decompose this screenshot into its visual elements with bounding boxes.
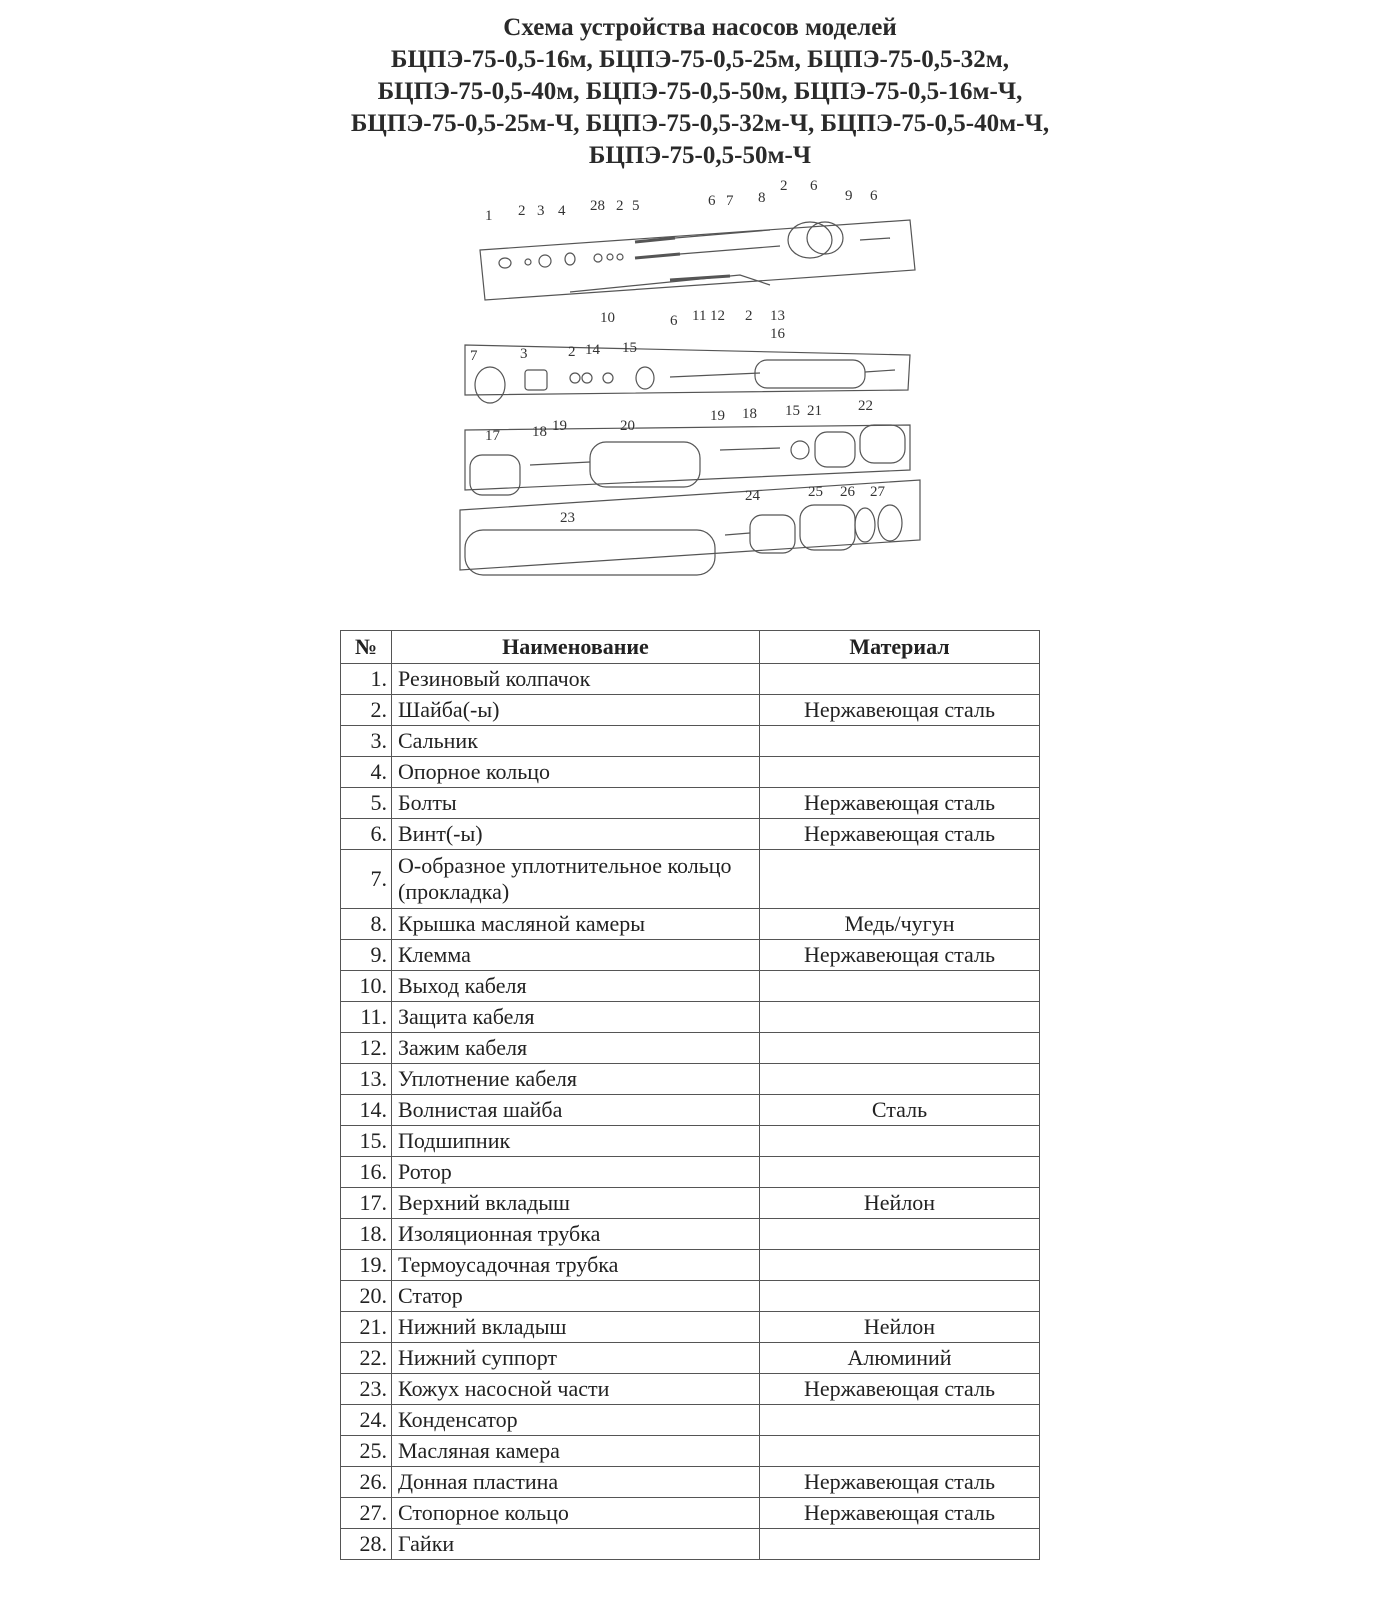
row-number: 5. [341,788,392,819]
row-number: 25. [341,1436,392,1467]
table-row [341,1405,1040,1436]
table-row [341,1436,1040,1467]
svg-text:7: 7 [726,193,734,209]
row-name: Кожух насосной части [392,1374,760,1405]
row-name: Крышка масляной камеры [392,909,760,940]
table-row [341,819,1040,850]
svg-text:10: 10 [600,310,615,326]
row-name: Ротор [392,1157,760,1188]
table-row [341,909,1040,940]
title-line: БЦПЭ-75-0,5-40м, БЦПЭ-75-0,5-50м, БЦПЭ-75-0,5-16м-Ч, [377,78,1023,105]
row-number: 27. [341,1498,392,1529]
svg-text:24: 24 [745,488,760,504]
row-name: Опорное кольцо [392,757,760,788]
table-row [341,664,1040,695]
row-material: Нейлон [760,1312,1040,1343]
row-number: 17. [341,1188,392,1219]
row-name: Клемма [392,940,760,971]
svg-text:2: 2 [518,203,526,219]
svg-text:26: 26 [840,484,855,500]
parts-table [340,630,1040,1560]
row-name: Изоляционная трубка [392,1219,760,1250]
row-name: Волнистая шайба [392,1095,760,1126]
row-number: 23. [341,1374,392,1405]
row-material [760,1157,1040,1188]
title-line: БЦПЭ-75-0,5-25м-Ч, БЦПЭ-75-0,5-32м-Ч, БЦПЭ-75-0,5-40м-Ч, [350,110,1050,137]
table-row [341,726,1040,757]
row-number: 8. [341,909,392,940]
row-name: Верхний вкладыш [392,1188,760,1219]
svg-text:17: 17 [485,428,500,444]
row-number: 9. [341,940,392,971]
table-row [341,971,1040,1002]
row-name: Нижний суппорт [392,1343,760,1374]
svg-text:2: 2 [780,180,788,194]
svg-text:22: 22 [858,398,873,414]
row-number: 15. [341,1126,392,1157]
row-material [760,850,1040,909]
table-row [341,757,1040,788]
row-name: Подшипник [392,1126,760,1157]
svg-text:16: 16 [770,326,785,342]
row-number: 14. [341,1095,392,1126]
svg-text:3: 3 [520,346,528,362]
svg-text:6: 6 [870,188,878,204]
table-row [341,1250,1040,1281]
row-material: Нержавеющая сталь [760,1374,1040,1405]
row-number: 3. [341,726,392,757]
title-line: Схема устройства насосов моделей [503,14,897,41]
row-number: 18. [341,1219,392,1250]
header-num: № [341,631,392,664]
table-row [341,1064,1040,1095]
row-number: 22. [341,1343,392,1374]
exploded-view-drawing [440,180,960,600]
header-material: Материал [760,631,1040,664]
row-number: 11. [341,1002,392,1033]
svg-text:11: 11 [692,308,707,324]
exploded-pump-diagram [440,180,960,600]
row-material [760,1436,1040,1467]
table-row [341,1033,1040,1064]
panel-outline [480,220,915,300]
row-material [760,971,1040,1002]
svg-text:1: 1 [485,208,493,224]
svg-text:7: 7 [470,348,478,364]
row-material: Медь/чугун [760,909,1040,940]
table-row [341,1157,1040,1188]
row-material [760,757,1040,788]
svg-text:14: 14 [585,342,600,358]
row-material [760,1219,1040,1250]
parts-body [341,664,1040,1560]
row-number: 7. [341,850,392,909]
row-name: Болты [392,788,760,819]
svg-text:28: 28 [590,198,605,214]
row-material [760,726,1040,757]
svg-text:15: 15 [622,340,637,356]
row-name: Выход кабеля [392,971,760,1002]
row-material [760,1281,1040,1312]
row-number: 19. [341,1250,392,1281]
svg-text:9: 9 [845,188,853,204]
svg-text:5: 5 [632,198,640,214]
row-material: Нейлон [760,1188,1040,1219]
row-material: Нержавеющая сталь [760,940,1040,971]
svg-text:15: 15 [785,403,800,419]
row-name: Сальник [392,726,760,757]
row-name: Зажим кабеля [392,1033,760,1064]
header-name: Наименование [392,631,760,664]
document-title [0,12,1400,172]
row-material: Нержавеющая сталь [760,695,1040,726]
svg-text:21: 21 [807,403,822,419]
svg-text:25: 25 [808,484,823,500]
row-name: Шайба(-ы) [392,695,760,726]
svg-text:3: 3 [537,203,545,219]
row-name: Защита кабеля [392,1002,760,1033]
row-material: Нержавеющая сталь [760,819,1040,850]
table-row [341,850,1040,909]
svg-text:4: 4 [558,203,566,219]
svg-text:27: 27 [870,484,885,500]
row-number: 24. [341,1405,392,1436]
table-row [341,1529,1040,1560]
row-name: Статор [392,1281,760,1312]
row-name: Резиновый колпачок [392,664,760,695]
svg-text:6: 6 [670,313,678,329]
table-row [341,1312,1040,1343]
row-material: Сталь [760,1095,1040,1126]
row-number: 6. [341,819,392,850]
row-name: Термоусадочная трубка [392,1250,760,1281]
svg-text:19: 19 [710,408,725,424]
svg-text:20: 20 [620,418,635,434]
row-name: Донная пластина [392,1467,760,1498]
svg-text:13: 13 [770,308,785,324]
row-material [760,1405,1040,1436]
row-number: 13. [341,1064,392,1095]
title-line: БЦПЭ-75-0,5-16м, БЦПЭ-75-0,5-25м, БЦПЭ-75-0,5-32м, [390,46,1010,73]
table-row [341,1343,1040,1374]
row-number: 21. [341,1312,392,1343]
table-row [341,788,1040,819]
title-line: БЦПЭ-75-0,5-50м-Ч [588,142,812,169]
table-row [341,1095,1040,1126]
table-row [341,1467,1040,1498]
row-number: 1. [341,664,392,695]
table-row [341,695,1040,726]
row-name: Нижний вкладыш [392,1312,760,1343]
row-material [760,1126,1040,1157]
svg-text:18: 18 [532,424,547,440]
svg-text:18: 18 [742,406,757,422]
row-material [760,664,1040,695]
table-row [341,1002,1040,1033]
row-material [760,1002,1040,1033]
row-material: Нержавеющая сталь [760,788,1040,819]
svg-text:2: 2 [745,308,753,324]
svg-text:6: 6 [708,193,716,209]
svg-text:8: 8 [758,190,766,206]
svg-text:6: 6 [810,180,818,194]
row-number: 26. [341,1467,392,1498]
table-row [341,1126,1040,1157]
svg-text:19: 19 [552,418,567,434]
table-row [341,1374,1040,1405]
table-header-row [341,631,1040,664]
table-row [341,1281,1040,1312]
row-material [760,1064,1040,1095]
row-number: 10. [341,971,392,1002]
row-name: О-образное уплотнительное кольцо (прокладка) [392,850,760,909]
row-material [760,1250,1040,1281]
row-name: Винт(-ы) [392,819,760,850]
row-number: 4. [341,757,392,788]
row-material: Нержавеющая сталь [760,1498,1040,1529]
row-name: Стопорное кольцо [392,1498,760,1529]
row-number: 28. [341,1529,392,1560]
row-number: 16. [341,1157,392,1188]
row-material [760,1529,1040,1560]
table-row [341,1188,1040,1219]
svg-text:12: 12 [710,308,725,324]
row-name: Масляная камера [392,1436,760,1467]
row-number: 12. [341,1033,392,1064]
row-material [760,1033,1040,1064]
svg-text:2: 2 [568,344,576,360]
svg-text:2: 2 [616,198,624,214]
row-material: Нержавеющая сталь [760,1467,1040,1498]
row-number: 2. [341,695,392,726]
table-row [341,1219,1040,1250]
row-material: Алюминий [760,1343,1040,1374]
row-number: 20. [341,1281,392,1312]
table-row [341,1498,1040,1529]
row-name: Конденсатор [392,1405,760,1436]
row-name: Гайки [392,1529,760,1560]
row-name: Уплотнение кабеля [392,1064,760,1095]
svg-text:23: 23 [560,510,575,526]
table-row [341,940,1040,971]
